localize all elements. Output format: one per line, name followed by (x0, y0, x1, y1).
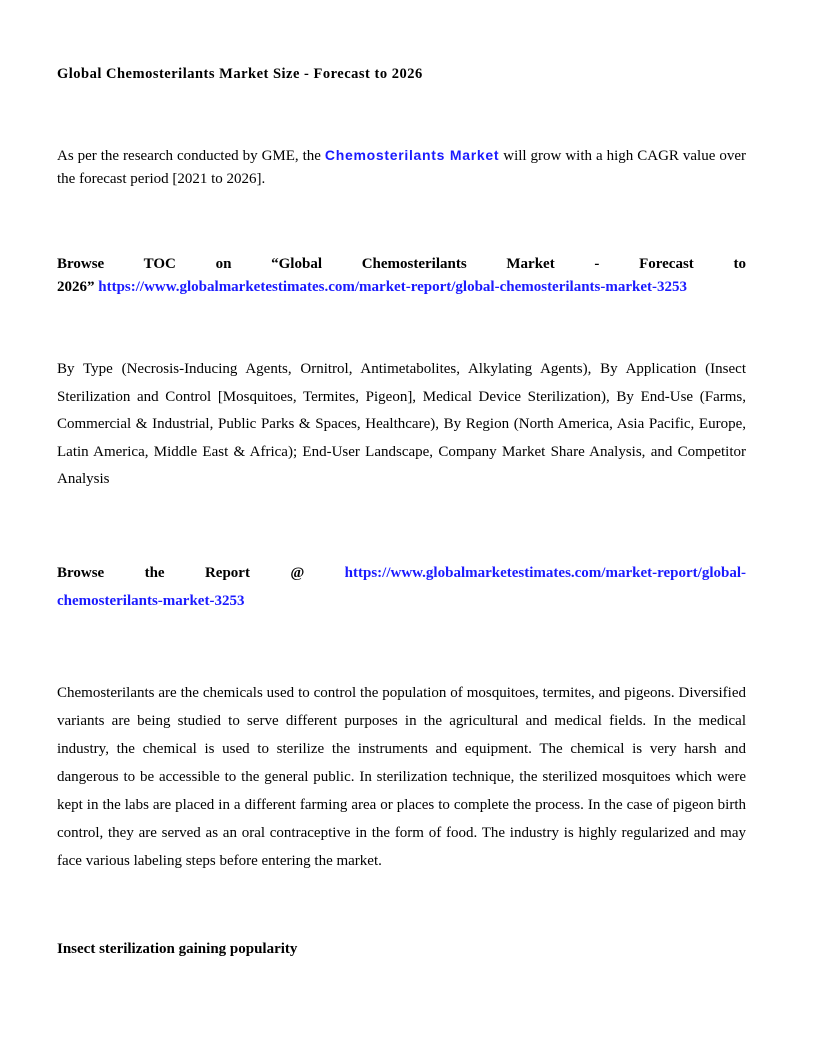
document-title: Global Chemosterilants Market Size - Forecast to 2026 (57, 66, 423, 82)
toc-url-link[interactable]: https://www.globalmarketestimates.com/market-report/global-chemosterilants-market-3253 (98, 279, 688, 295)
intro-text-after: will grow with a high CAGR value over the forecast period [2021 to 2026]. (57, 148, 746, 187)
browse-report-prefix: Browse the Report @ (57, 565, 345, 581)
body-paragraph: Chemosterilants are the chemicals used to control the population of mosquitoes, termites, and pigeons. Diversified variants are being studied to serve different purposes in the agricultural and medical fields. In the medical industry, the chemical is used to sterilize the instruments and equipment. The chemical is very harsh and dangerous to be accessible to the general public. In sterilization technique, the sterilized mosquitoes which were kept in the labs are placed in a different farming area or places to complete the process. In the case of pigeon birth control, they are served as an oral contraceptive in the form of food. The industry is highly regularized and may face various labeling steps before entering the market. (57, 685, 746, 869)
chemosterilants-market-link[interactable]: Chemosterilants Market (324, 147, 500, 163)
section-subheading: Insect sterilization gaining popularity (57, 941, 298, 957)
intro-paragraph (57, 144, 746, 191)
browse-toc-line: Browse TOC on “Global Chemosterilants Market - Forecast to (57, 256, 746, 272)
browse-report-paragraph (57, 560, 746, 615)
browse-toc-prefix: 2026” (57, 279, 99, 295)
intro-text-before: As per the research conducted by GME, the (57, 148, 325, 164)
browse-report-line (57, 560, 746, 588)
report-url-link-part1[interactable]: https://www.globalmarketestimates.com/market-report/global- (344, 565, 746, 581)
segments-paragraph: By Type (Necrosis-Inducing Agents, Ornitrol, Antimetabolites, Alkylating Agents), By Application (Insect Sterilization and Control [Mosquitoes, Termites, Pigeon], Medical Device Sterilization), By End-Use (Farms, Commercial & Industrial, Public Parks & Spaces, Healthcare), By Region (North America, Asia Pacific, Europe, Latin America, Middle East & Africa); End-User Landscape, Company Market Share Analysis, and Competitor Analysis (57, 361, 746, 487)
browse-toc-paragraph (57, 253, 746, 299)
report-url-link-part2[interactable]: chemosterilants-market-3253 (57, 592, 245, 609)
